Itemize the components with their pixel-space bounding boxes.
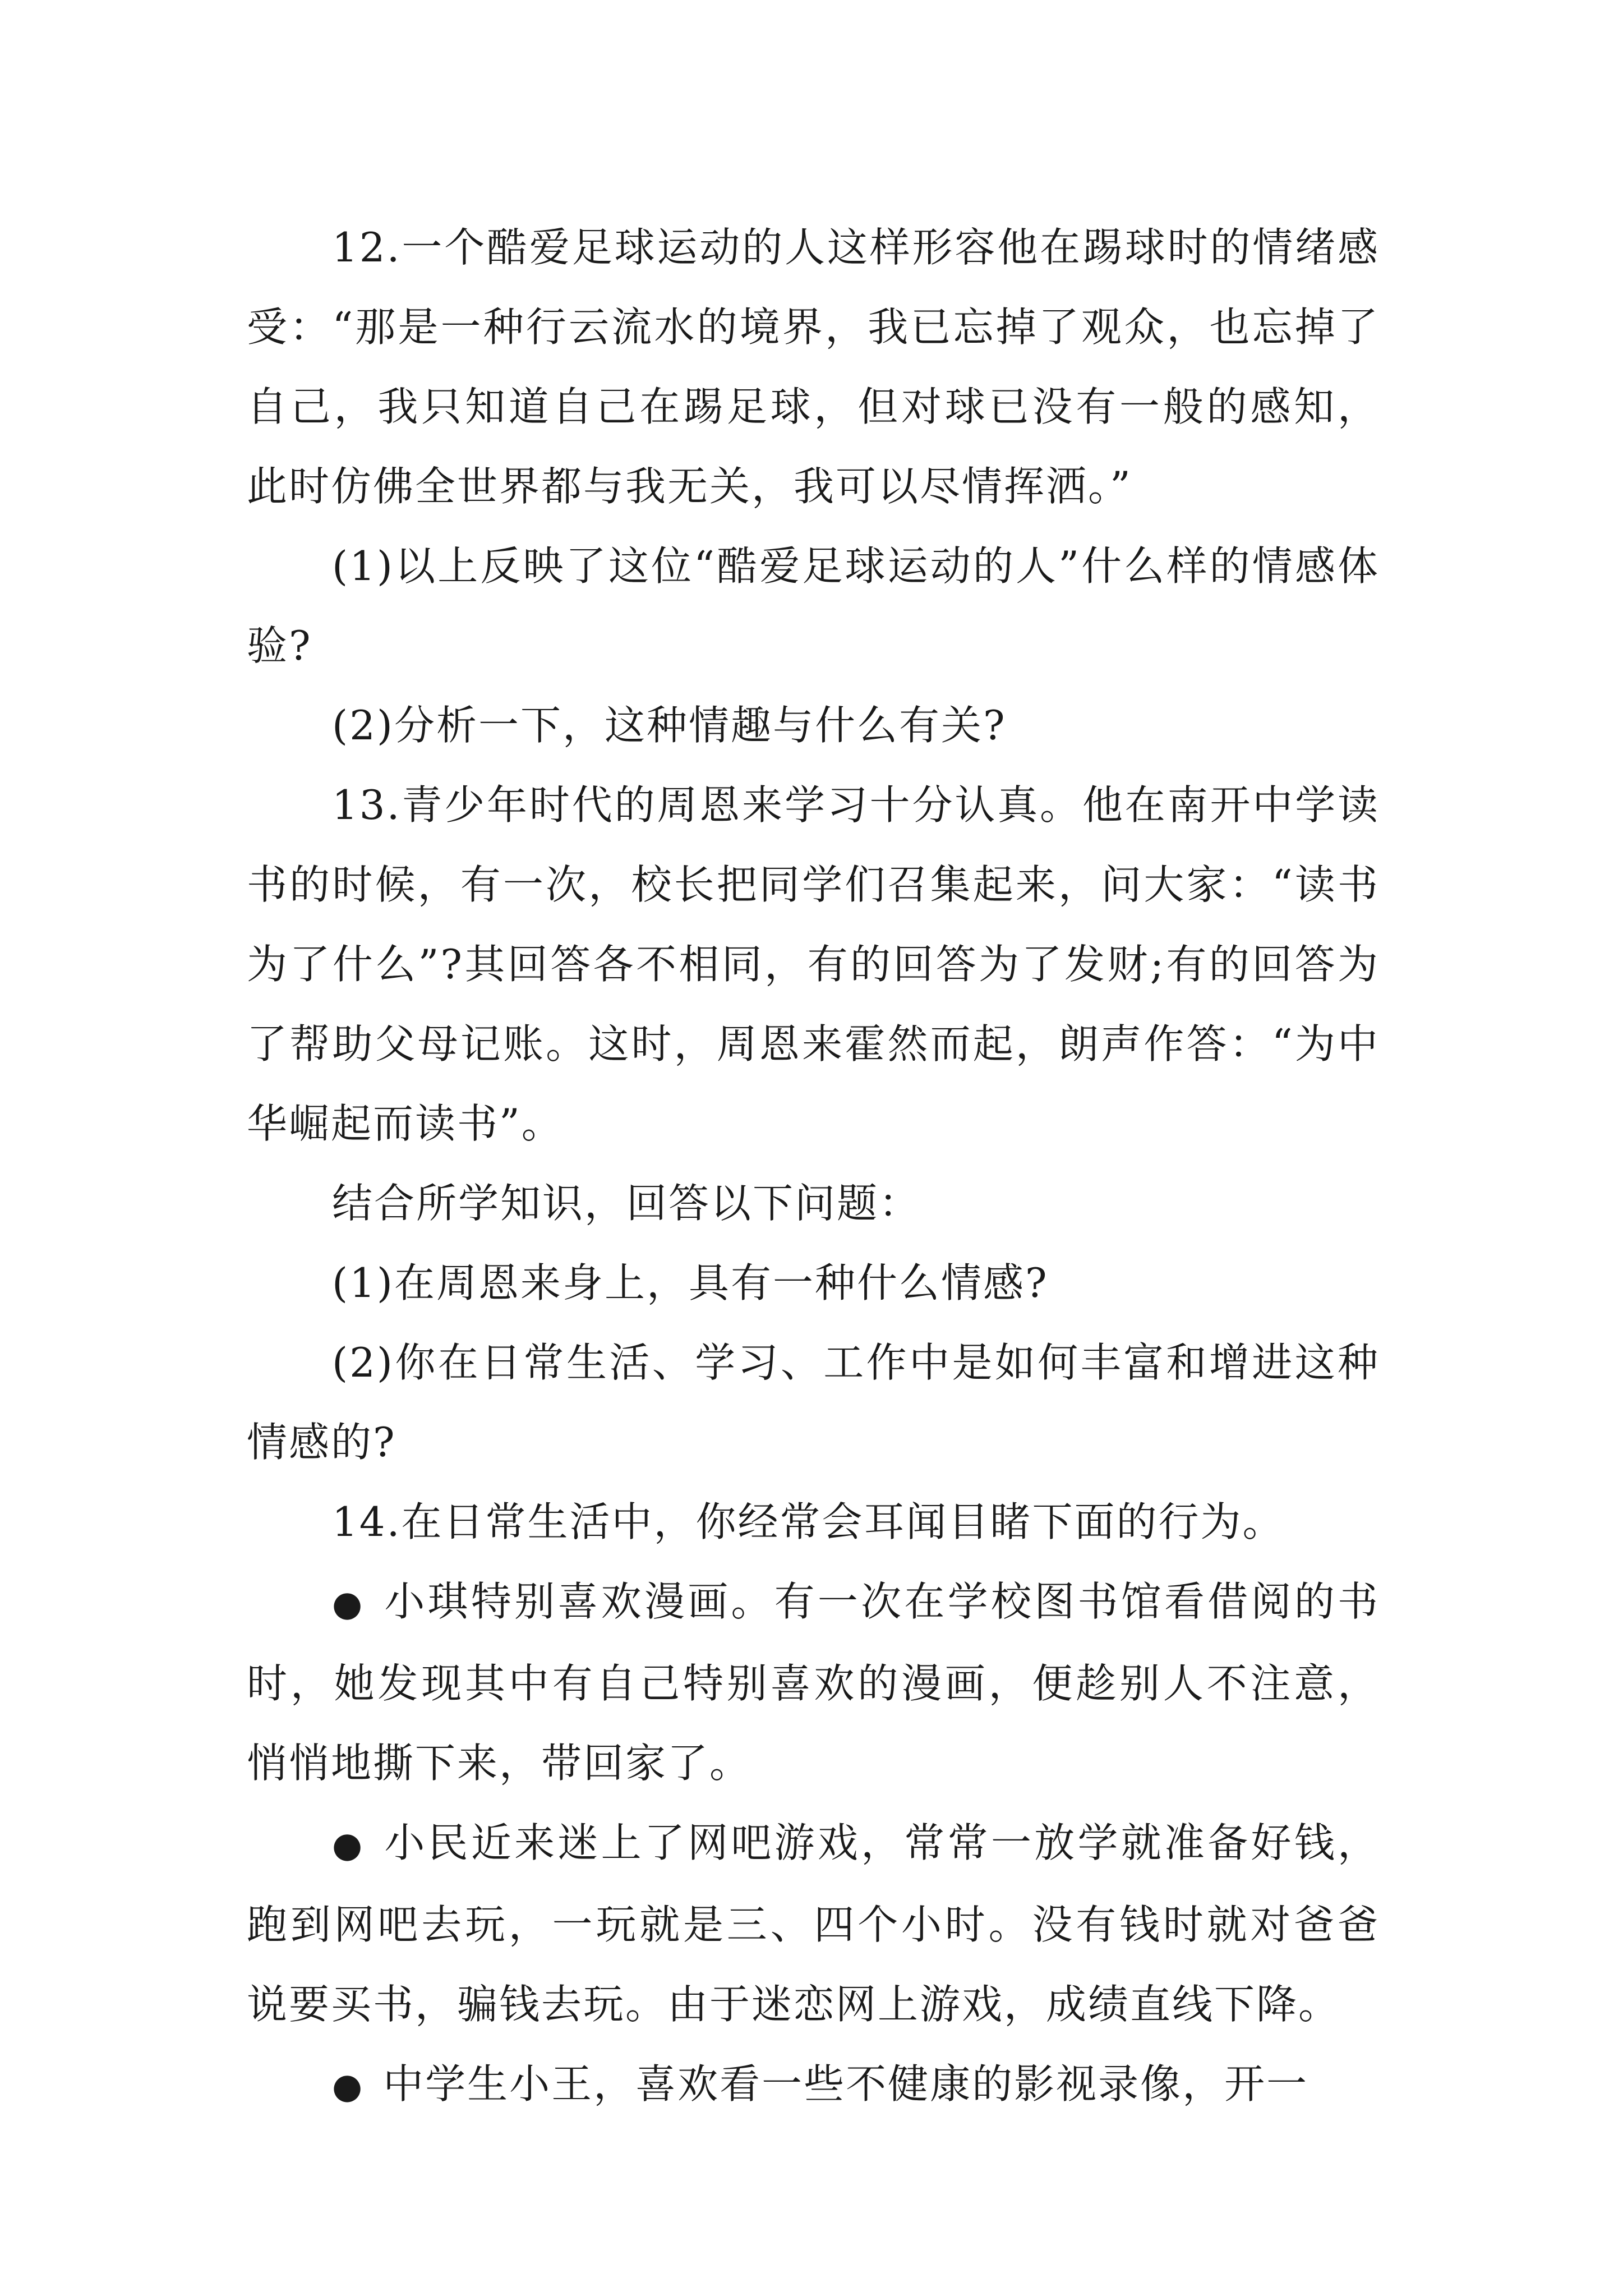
bullet-icon: ● bbox=[332, 1824, 365, 1865]
question-12-part-1: (1)以上反映了这位“酷爱足球运动的人”什么样的情感体验? bbox=[247, 542, 1380, 669]
question-13-stem: 13.青少年时代的周恩来学习十分认真。他在南开中学读书的时候，有一次，校长把同学们召集起来，问大家：“读书为了什么”?其回答各不相同，有的回答为了发财;有的回答为了帮助父母记账。这时，周恩来霍然而起，朗声作答：“为中华崛起而读书”。 bbox=[247, 781, 1380, 1147]
question-13-part-2: (2)你在日常生活、学习、工作中是如何丰富和增进这种情感的? bbox=[247, 1339, 1380, 1466]
bullet-item bbox=[247, 1803, 1380, 2044]
bullet-text: 中学生小王，喜欢看一些不健康的影视录像，开一 bbox=[383, 2060, 1309, 2108]
bullet-icon: ● bbox=[332, 2065, 365, 2106]
bullet-item bbox=[247, 1562, 1380, 1803]
question-12-part-2: (2)分析一下，这种情趣与什么有关? bbox=[332, 702, 1007, 749]
text-column bbox=[247, 208, 1380, 2126]
bullet-icon: ● bbox=[332, 1583, 365, 1624]
bullet-text: 小琪特别喜欢漫画。有一次在学校图书馆看借阅的书时，她发现其中有自己特别喜欢的漫画，便趁别人不注意，悄悄地撕下来，带回家了。 bbox=[247, 1578, 1380, 1787]
bullet-item bbox=[247, 2044, 1380, 2126]
question-13-part-1: (1)在周恩来身上，具有一种什么情感? bbox=[332, 1259, 1049, 1306]
question-14-stem: 14.在日常生活中，你经常会耳闻目睹下面的行为。 bbox=[332, 1498, 1285, 1545]
bullet-text: 小民近来迷上了网吧游戏，常常一放学就准备好钱，跑到网吧去玩，一玩就是三、四个小时。没有钱时就对爸爸说要买书，骗钱去玩。由于迷恋网上游戏，成绩直线下降。 bbox=[247, 1819, 1380, 2028]
question-13-instruction: 结合所学知识，回答以下问题： bbox=[332, 1180, 921, 1227]
question-12-stem: 12.一个酷爱足球运动的人这样形容他在踢球时的情绪感受：“那是一种行云流水的境界，我已忘掉了观众，也忘掉了自己，我只知道自己在踢足球，但对球已没有一般的感知，此时仿佛全世界都与我无关，我可以尽情挥洒。” bbox=[247, 224, 1380, 510]
